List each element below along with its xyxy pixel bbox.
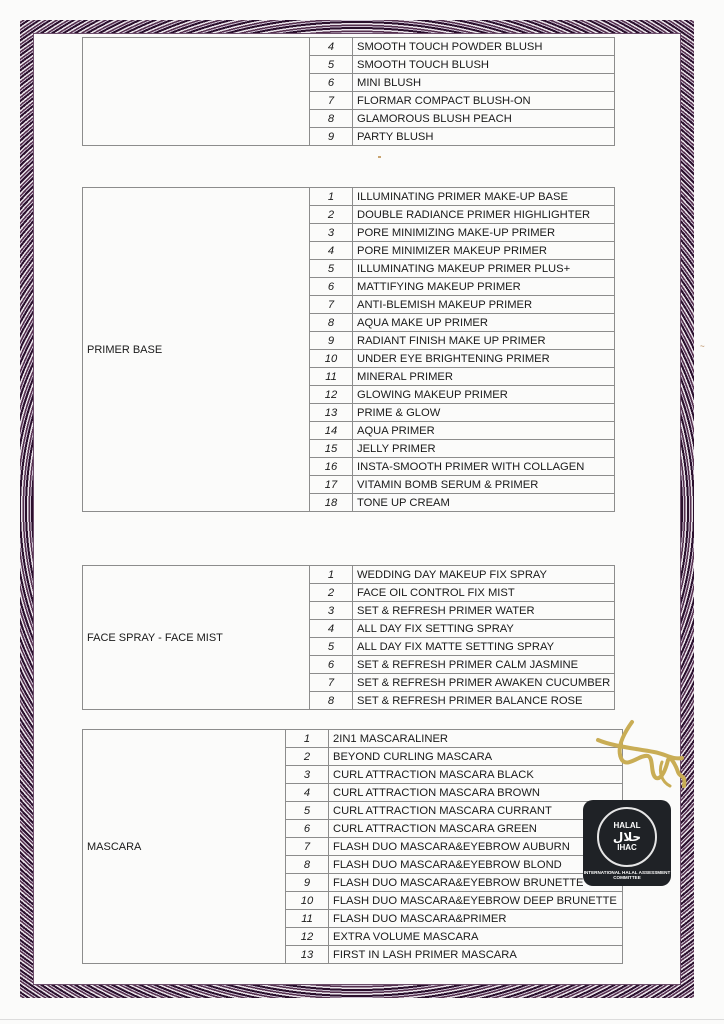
item-number-cell: 6 [286,820,329,838]
product-name-cell: SMOOTH TOUCH BLUSH [353,56,615,74]
item-number-cell: 7 [310,92,353,110]
item-number-cell: 4 [310,38,353,56]
table-row [83,38,615,56]
item-number-cell: 7 [286,838,329,856]
product-name-cell: CURL ATTRACTION MASCARA BLACK [329,766,623,784]
item-number-cell: 2 [310,206,353,224]
scan-speck [378,156,381,158]
product-name-cell: VITAMIN BOMB SERUM & PRIMER [353,476,615,494]
item-number-cell: 8 [310,314,353,332]
product-name-cell: SET & REFRESH PRIMER CALM JASMINE [353,656,615,674]
product-table [82,565,615,710]
item-number-cell: 10 [310,350,353,368]
product-name-cell: FLASH DUO MASCARA&PRIMER [329,910,623,928]
item-number-cell: 4 [286,784,329,802]
product-name-cell: SET & REFRESH PRIMER BALANCE ROSE [353,692,615,710]
product-name-cell: FIRST IN LASH PRIMER MASCARA [329,946,623,964]
item-number-cell: 8 [310,692,353,710]
product-name-cell: ILLUMINATING PRIMER MAKE-UP BASE [353,188,615,206]
product-name-cell: PARTY BLUSH [353,128,615,146]
product-name-cell: GLAMOROUS BLUSH PEACH [353,110,615,128]
product-name-cell: CURL ATTRACTION MASCARA GREEN [329,820,623,838]
product-name-cell: TONE UP CREAM [353,494,615,512]
category-cell: FACE SPRAY - FACE MIST [83,566,310,710]
item-number-cell: 9 [310,128,353,146]
halal-seal-caption: INTERNATIONAL HALAL ASSESSMENT COMMITTEE [583,869,671,880]
product-name-cell: PORE MINIMIZING MAKE-UP PRIMER [353,224,615,242]
product-name-cell: MINERAL PRIMER [353,368,615,386]
item-number-cell: 14 [310,422,353,440]
item-number-cell: 8 [310,110,353,128]
item-number-cell: 7 [310,674,353,692]
scan-smudge-mark: ~ [700,342,705,351]
product-name-cell: CURL ATTRACTION MASCARA CURRANT [329,802,623,820]
product-name-cell: EXTRA VOLUME MASCARA [329,928,623,946]
product-name-cell: CURL ATTRACTION MASCARA BROWN [329,784,623,802]
product-name-cell: ANTI-BLEMISH MAKEUP PRIMER [353,296,615,314]
product-name-cell: SET & REFRESH PRIMER AWAKEN CUCUMBER [353,674,615,692]
item-number-cell: 11 [286,910,329,928]
halal-seal-emblem [597,807,657,867]
item-number-cell: 5 [286,802,329,820]
item-number-cell: 1 [310,188,353,206]
item-number-cell: 11 [310,368,353,386]
item-number-cell: 7 [310,296,353,314]
table-row [83,566,615,584]
halal-seal-brand: IHAC [617,842,637,852]
item-number-cell: 3 [286,766,329,784]
item-number-cell: 9 [286,874,329,892]
product-name-cell: PORE MINIMIZER MAKEUP PRIMER [353,242,615,260]
item-number-cell: 3 [310,224,353,242]
product-name-cell: ALL DAY FIX MATTE SETTING SPRAY [353,638,615,656]
category-cell: PRIMER BASE [83,188,310,512]
product-name-cell: BEYOND CURLING MASCARA [329,748,623,766]
category-cell: MASCARA [83,730,286,964]
halal-certification-seal [583,800,671,886]
product-table [82,729,623,964]
product-name-cell: MINI BLUSH [353,74,615,92]
product-name-cell: FLASH DUO MASCARA&EYEBROW DEEP BRUNETTE [329,892,623,910]
product-name-cell: AQUA MAKE UP PRIMER [353,314,615,332]
table-row [83,730,623,748]
product-name-cell: UNDER EYE BRIGHTENING PRIMER [353,350,615,368]
halal-seal-top-text: HALAL [613,820,641,830]
item-number-cell: 2 [310,584,353,602]
product-name-cell: WEDDING DAY MAKEUP FIX SPRAY [353,566,615,584]
item-number-cell: 1 [310,566,353,584]
product-name-cell: FACE OIL CONTROL FIX MIST [353,584,615,602]
product-name-cell: FLASH DUO MASCARA&EYEBROW BLOND [329,856,623,874]
product-name-cell: FLASH DUO MASCARA&EYEBROW BRUNETTE [329,874,623,892]
product-table [82,37,615,146]
product-name-cell: INSTA-SMOOTH PRIMER WITH COLLAGEN [353,458,615,476]
item-number-cell: 12 [310,386,353,404]
product-name-cell: ILLUMINATING MAKEUP PRIMER PLUS+ [353,260,615,278]
product-name-cell: SET & REFRESH PRIMER WATER [353,602,615,620]
product-name-cell: JELLY PRIMER [353,440,615,458]
signature-scribble [592,716,688,796]
item-number-cell: 6 [310,74,353,92]
item-number-cell: 3 [310,602,353,620]
item-number-cell: 6 [310,656,353,674]
item-number-cell: 8 [286,856,329,874]
product-name-cell: FLORMAR COMPACT BLUSH-ON [353,92,615,110]
item-number-cell: 2 [286,748,329,766]
item-number-cell: 17 [310,476,353,494]
product-name-cell: DOUBLE RADIANCE PRIMER HIGHLIGHTER [353,206,615,224]
item-number-cell: 6 [310,278,353,296]
product-name-cell: PRIME & GLOW [353,404,615,422]
item-number-cell: 5 [310,638,353,656]
product-name-cell: MATTIFYING MAKEUP PRIMER [353,278,615,296]
item-number-cell: 15 [310,440,353,458]
product-name-cell: SMOOTH TOUCH POWDER BLUSH [353,38,615,56]
item-number-cell: 13 [286,946,329,964]
product-table [82,187,615,512]
item-number-cell: 18 [310,494,353,512]
product-name-cell: AQUA PRIMER [353,422,615,440]
product-name-cell: RADIANT FINISH MAKE UP PRIMER [353,332,615,350]
page-bottom-edge [0,1019,724,1020]
item-number-cell: 4 [310,620,353,638]
item-number-cell: 9 [310,332,353,350]
table-row [83,188,615,206]
item-number-cell: 5 [310,56,353,74]
product-name-cell: 2IN1 MASCARALINER [329,730,623,748]
item-number-cell: 5 [310,260,353,278]
item-number-cell: 1 [286,730,329,748]
halal-seal-arabic: حلال [612,829,642,844]
item-number-cell: 10 [286,892,329,910]
item-number-cell: 16 [310,458,353,476]
category-cell [83,38,310,146]
product-name-cell: FLASH DUO MASCARA&EYEBROW AUBURN [329,838,623,856]
product-name-cell: GLOWING MAKEUP PRIMER [353,386,615,404]
item-number-cell: 13 [310,404,353,422]
item-number-cell: 4 [310,242,353,260]
product-name-cell: ALL DAY FIX SETTING SPRAY [353,620,615,638]
item-number-cell: 12 [286,928,329,946]
